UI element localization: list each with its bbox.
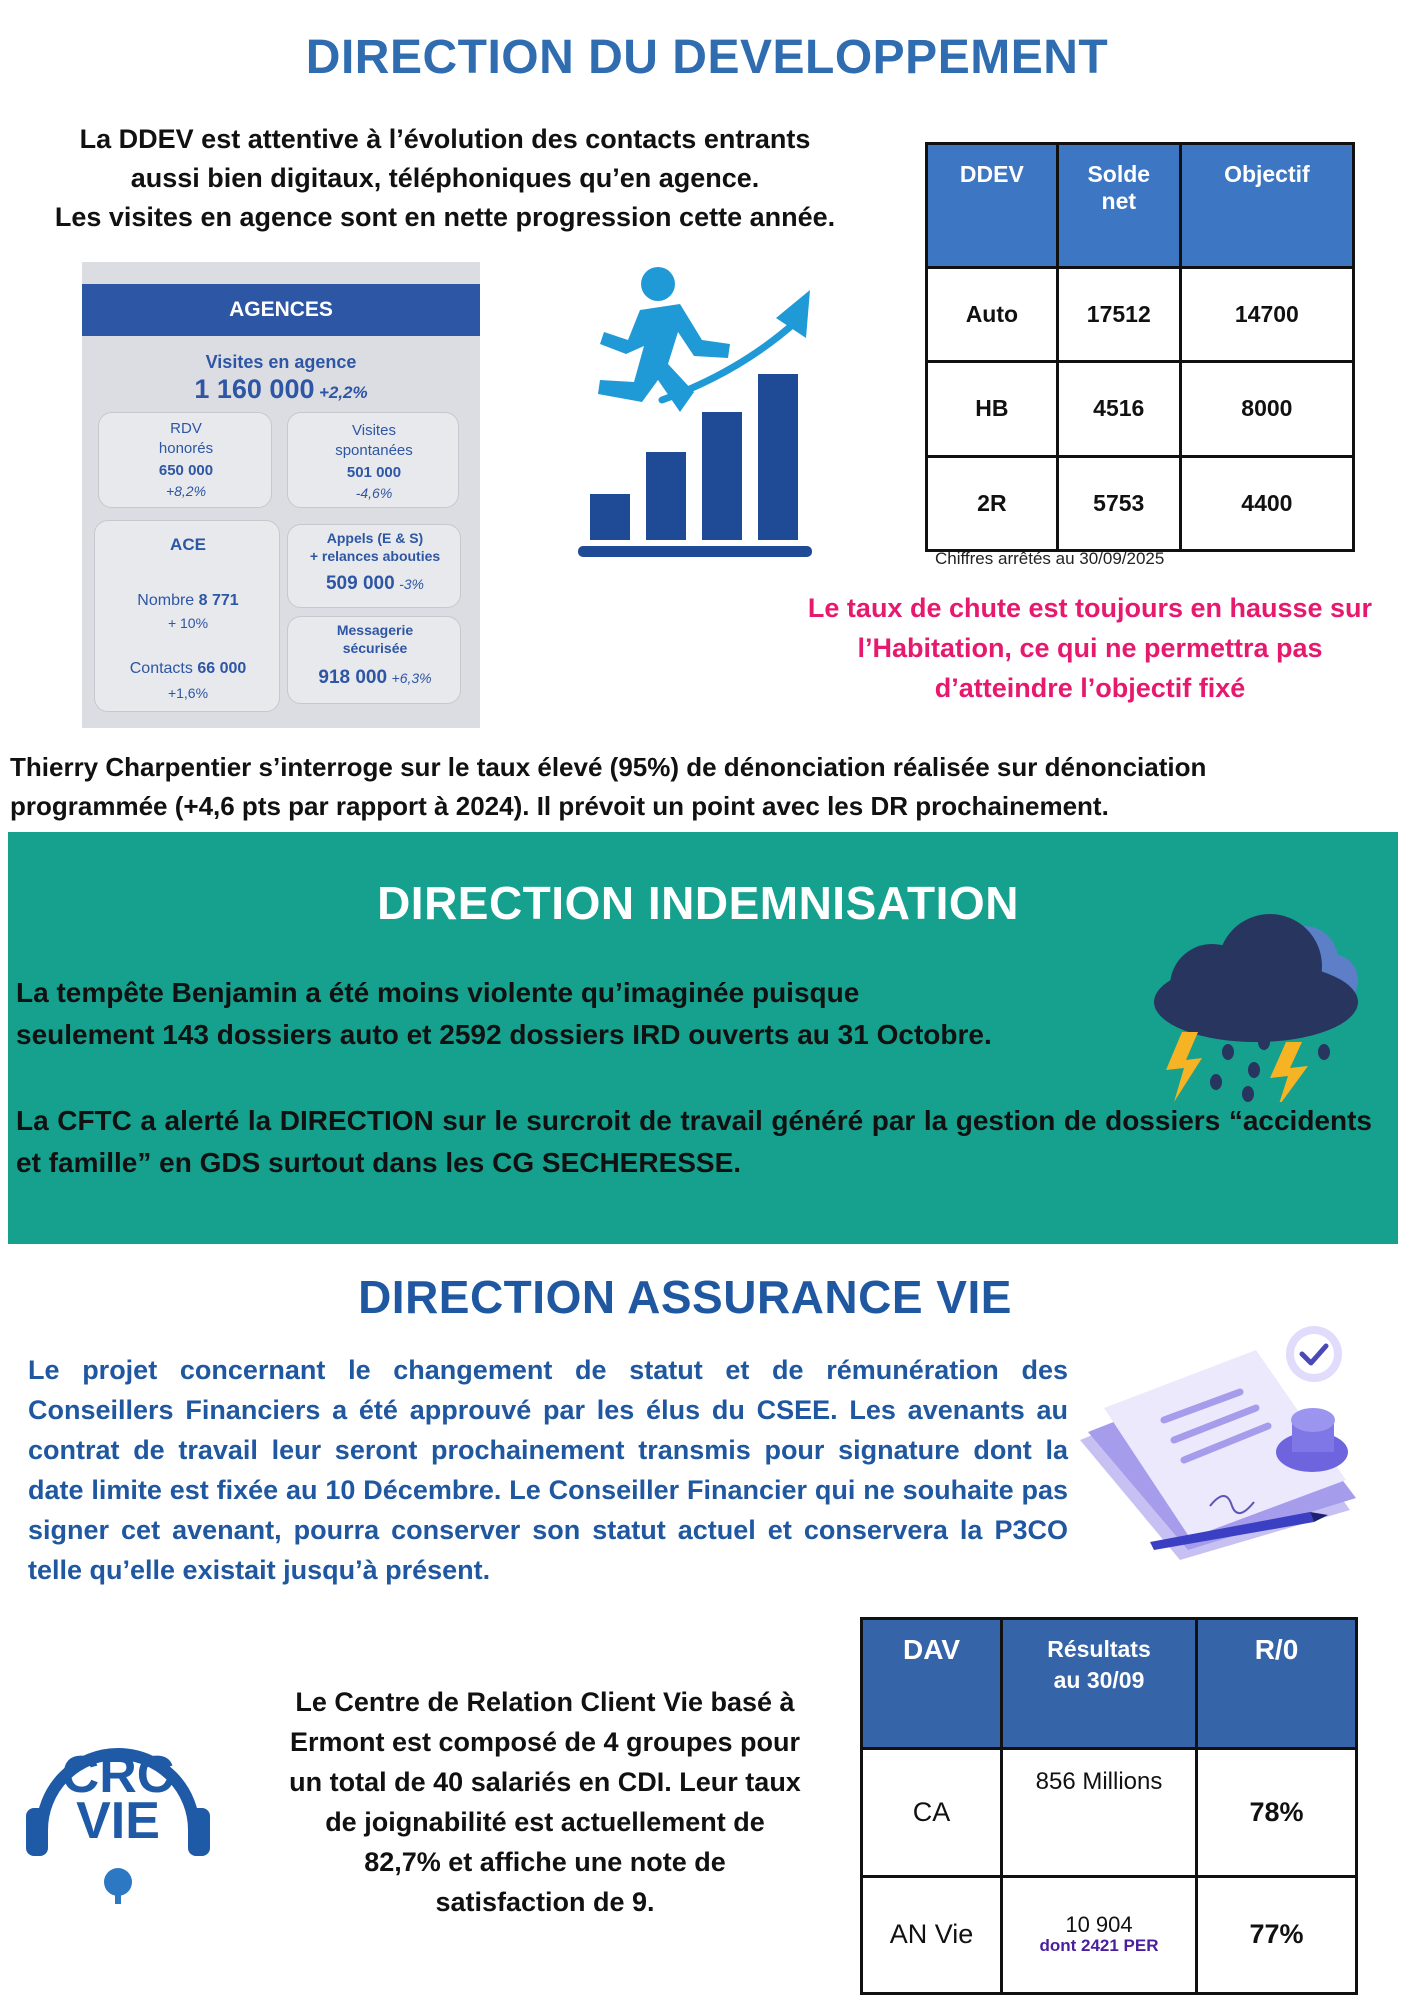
cell-branch: Auto xyxy=(927,268,1058,362)
cell-label: CA xyxy=(862,1749,1002,1877)
cell-value: 856 Millions xyxy=(1002,1749,1197,1877)
rdv-box xyxy=(98,412,272,508)
appels-figure xyxy=(288,573,462,595)
ddev-intro-line: Les visites en agence sont en nette progression cette année. xyxy=(54,202,836,232)
messagerie-label xyxy=(288,621,462,657)
nombre-label: Nombre xyxy=(137,592,195,609)
messagerie-figure xyxy=(288,667,462,689)
indemnisation-paragraph-2: La CFTC a alerté la DIRECTION sur le surcroit de travail généré par la gestion de dossiers “accidents et famille” en GDS surtout dans les CG SECHERESSE. xyxy=(16,1105,1372,1178)
appels-value: 509 000 xyxy=(325,573,395,594)
spontanees-label xyxy=(288,421,460,461)
charpentier-paragraph xyxy=(10,748,1410,826)
ddev-intro-line: La DDEV est attentive à l’évolution des contacts entrants xyxy=(79,124,811,154)
ddev-intro-line: aussi bien digitaux, téléphoniques qu’en agence. xyxy=(130,163,760,193)
ddev-alert xyxy=(770,588,1410,708)
crc-line: un total de 40 salariés en CDI. Leur taux xyxy=(289,1767,801,1797)
indem-line: La tempête Benjamin a été moins violente qu’imaginée puisque xyxy=(16,977,860,1008)
visites-figure xyxy=(82,374,480,405)
indemnisation-section xyxy=(8,832,1398,1244)
contacts-value: 66 000 xyxy=(197,660,247,677)
vie-paragraph: Le projet concernant le changement de statut et de rémunération des Conseillers Financiers a été approuvé par les élus du CSEE. Les avenants au contrat de travail leur seront prochainement transmis pour signature dont la date limite est fixée au 10 Décembre. Le Conseiller Financier qui ne souhaite pas signer cet avenant, pourra conserver son statut actuel et conservera la P3CO telle qu’elle existait jusqu’à présent. xyxy=(28,1355,1068,1585)
col-header-ddev: DDEV xyxy=(927,144,1058,268)
messagerie-label-line: Messagerie xyxy=(336,622,414,638)
ddev-table xyxy=(925,142,1355,552)
signed-document-icon xyxy=(1060,1310,1410,1560)
col-header-ratio: R/0 xyxy=(1197,1619,1357,1749)
table-header-row xyxy=(862,1619,1357,1749)
cell-solde: 5753 xyxy=(1057,456,1180,550)
contacts-line xyxy=(95,659,281,679)
appels-label xyxy=(288,529,462,565)
cell-label: AN Vie xyxy=(862,1876,1002,1993)
col-header-resultats xyxy=(1002,1619,1197,1749)
crc-paragraph xyxy=(255,1682,835,1922)
crc-line: 82,7% et affiche une note de xyxy=(364,1847,726,1877)
cell-objectif: 14700 xyxy=(1180,268,1353,362)
messagerie-box xyxy=(287,616,461,704)
vie-title: DIRECTION ASSURANCE VIE xyxy=(358,1271,1012,1323)
crc-logo-text xyxy=(18,1746,218,1850)
agences-header: AGENCES xyxy=(82,284,480,336)
spontanees-delta: -4,6% xyxy=(355,485,393,501)
messagerie-label-line: sécurisée xyxy=(342,640,408,656)
rdv-delta: +8,2% xyxy=(165,483,207,499)
appels-delta: -3% xyxy=(399,576,425,592)
crc-logo-line: VIE xyxy=(76,1792,160,1850)
cell-value xyxy=(1002,1876,1197,1993)
alert-line: d’atteindre l’objectif fixé xyxy=(934,673,1246,703)
spontanees-box xyxy=(287,412,459,508)
contacts-label: Contacts xyxy=(129,660,193,677)
appels-label-line: Appels (E & S) xyxy=(326,530,424,546)
rdv-label xyxy=(99,419,273,459)
an-vie-per: dont 2421 PER xyxy=(1039,1935,1159,1955)
cell-ratio: 78% xyxy=(1197,1749,1357,1877)
cell-solde: 4516 xyxy=(1057,362,1180,456)
nombre-value: 8 771 xyxy=(198,592,239,609)
cell-objectif: 4400 xyxy=(1180,456,1353,550)
cell-objectif: 8000 xyxy=(1180,362,1353,456)
spontanees-value: 501 000 xyxy=(346,464,402,481)
cell-branch: HB xyxy=(927,362,1058,456)
visites-delta: +2,2% xyxy=(318,383,368,402)
crc-line: Ermont est composé de 4 groupes pour xyxy=(289,1727,801,1757)
crc-line: satisfaction de 9. xyxy=(435,1887,655,1917)
visites-value: 1 160 000 xyxy=(194,374,315,404)
cell-solde: 17512 xyxy=(1057,268,1180,362)
nombre-line xyxy=(95,591,281,611)
indemnisation-title: DIRECTION INDEMNISATION xyxy=(377,877,1019,929)
table-row xyxy=(862,1749,1357,1877)
table-row xyxy=(927,268,1354,362)
visites-label: Visites en agence xyxy=(205,352,357,372)
col-header-resultats-label: Résultats au 30/09 xyxy=(1047,1636,1151,1693)
rdv-value: 650 000 xyxy=(158,462,214,479)
ddev-intro xyxy=(10,120,880,237)
ace-box xyxy=(94,520,280,712)
appels-label-line: + relances abouties xyxy=(309,548,441,564)
appels-box xyxy=(287,524,461,608)
cell-ratio: 77% xyxy=(1197,1876,1357,1993)
messagerie-delta: +6,3% xyxy=(391,670,432,686)
table-row xyxy=(927,456,1354,550)
storm-cloud-icon xyxy=(1136,902,1368,1102)
ace-label: ACE xyxy=(170,535,206,554)
ddev-title: DIRECTION DU DEVELOPPEMENT xyxy=(305,31,1109,84)
crc-logo-line: CRC xyxy=(61,1746,175,1804)
charpentier-line: programmée (+4,6 pts par rapport à 2024). Il prévoit un point avec les DR prochainement. xyxy=(10,791,1109,821)
nombre-delta: + 10% xyxy=(167,615,209,631)
rdv-label-line: RDV xyxy=(170,420,202,437)
charpentier-line: Thierry Charpentier s’interroge sur le taux élevé (95%) de dénonciation réalisée sur dénonciation xyxy=(10,752,1207,782)
contacts-delta: +1,6% xyxy=(167,685,209,701)
indemnisation-paragraph-1 xyxy=(16,972,1146,1056)
table-row xyxy=(927,362,1354,456)
ddev-table-note: Chiffres arrêtés au 30/09/2025 xyxy=(935,549,1165,568)
an-vie-value: 10 904 xyxy=(1065,1911,1133,1937)
alert-line: l’Habitation, ce qui ne permettra pas xyxy=(857,633,1323,663)
crc-line: Le Centre de Relation Client Vie basé à xyxy=(295,1687,795,1717)
indem-line: seulement 143 dossiers auto et 2592 dossiers IRD ouverts au 31 Octobre. xyxy=(16,1019,992,1050)
dav-table xyxy=(860,1617,1358,1995)
cell-branch: 2R xyxy=(927,456,1058,550)
col-header-solde xyxy=(1057,144,1180,268)
alert-line: Le taux de chute est toujours en hausse sur xyxy=(807,593,1373,623)
col-header-objectif: Objectif xyxy=(1180,144,1353,268)
table-row xyxy=(862,1876,1357,1993)
crc-vie-logo xyxy=(18,1700,218,1915)
crc-line: de joignabilité est actuellement de xyxy=(325,1807,765,1837)
table-header-row xyxy=(927,144,1354,268)
col-header-solde-label: Solde net xyxy=(1087,161,1151,214)
spontanees-label-line: Visites xyxy=(352,422,396,439)
spontanees-label-line: spontanées xyxy=(335,442,413,459)
col-header-dav: DAV xyxy=(862,1619,1002,1749)
agences-panel xyxy=(82,262,480,728)
rdv-label-line: honorés xyxy=(158,440,214,457)
growth-chart-icon xyxy=(570,262,820,562)
messagerie-value: 918 000 xyxy=(318,667,388,688)
